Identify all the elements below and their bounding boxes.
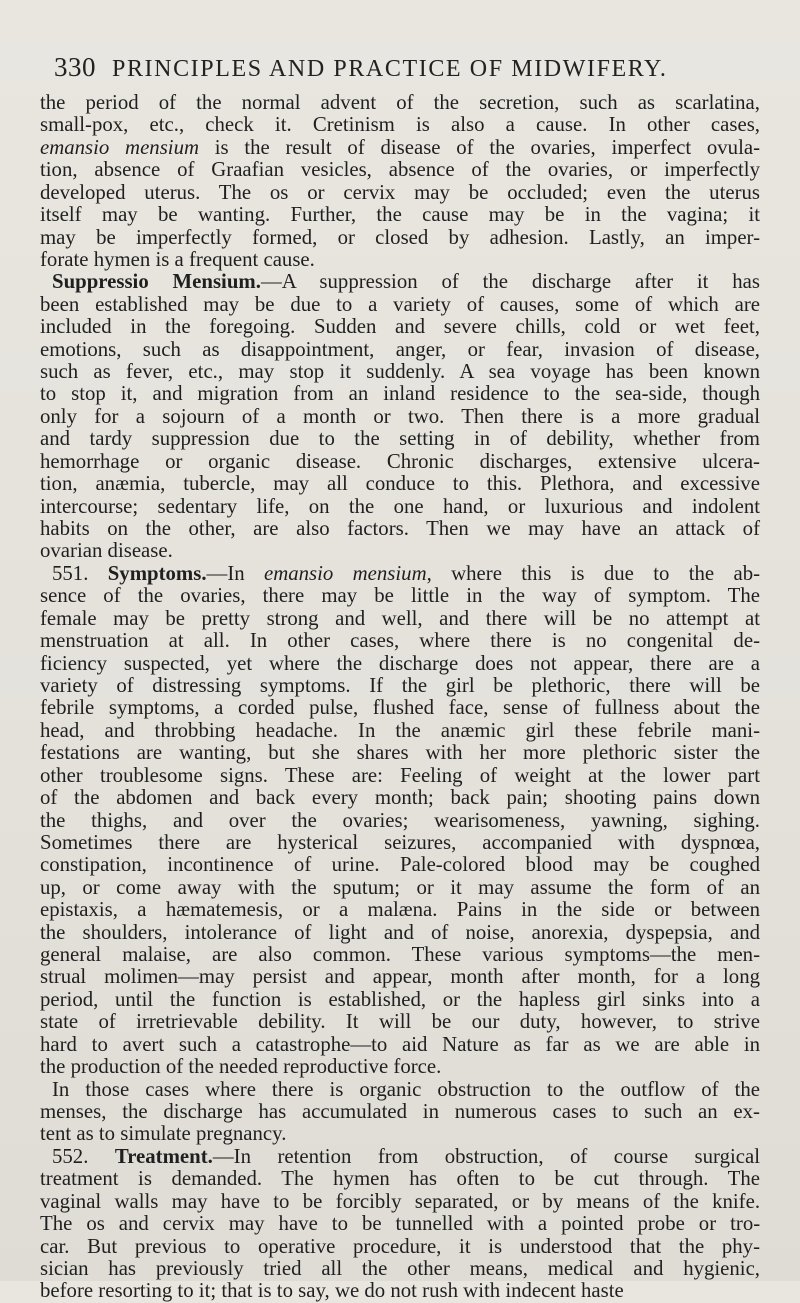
text-line	[40, 720, 760, 742]
text-line	[40, 294, 760, 316]
line-text: epistaxis, a hæmatemesis, or a malæna. Pains in the side or between	[40, 898, 760, 922]
text-line	[40, 1101, 760, 1123]
line-text: is the result of disease of the ovaries, imperfect ovula-	[199, 135, 760, 159]
section-number: 551.	[52, 561, 108, 585]
text-line	[40, 1034, 760, 1056]
running-title: PRINCIPLES AND PRACTICE OF MIDWIFERY.	[112, 56, 668, 82]
paragraph	[40, 1146, 760, 1303]
line-text: constipation, incontinence of urine. Pale-colored blood may be coughed	[40, 853, 760, 877]
text-line	[40, 653, 760, 675]
page-number: 330	[54, 52, 96, 82]
line-text: itself may be wanting. Further, the cause may be in the vagina; it	[40, 203, 760, 227]
section-heading: Suppressio Mensium.	[52, 270, 261, 294]
text-line	[40, 630, 760, 652]
text-line	[40, 899, 760, 921]
text-line	[40, 227, 760, 249]
text-line	[40, 361, 760, 383]
line-text: the thighs, and over the ovaries; wearisomeness, yawning, sighing.	[40, 808, 760, 832]
text-line	[40, 473, 760, 495]
italic-term: emansio mensium	[40, 135, 199, 159]
line-text: general malaise, are also common. These various symptoms—the men-	[40, 943, 760, 967]
section-number: 552.	[52, 1144, 115, 1168]
text-line	[40, 182, 760, 204]
line-text: In those cases where there is organic obstruction to the outflow of the	[52, 1077, 760, 1101]
text-line	[40, 966, 760, 988]
line-text: of the abdomen and back every month; back pain; shooting pains down	[40, 786, 760, 810]
line-text: to stop it, and migration from an inland residence to the sea-side, though	[40, 382, 760, 406]
line-text: small-pox, etc., check it. Cretinism is also a cause. In other cases,	[40, 113, 760, 137]
line-text: forate hymen is a frequent cause.	[40, 247, 315, 271]
text-line	[40, 1056, 760, 1078]
line-text: strual molimen—may persist and appear, month after month, for a long	[40, 965, 760, 989]
text-line	[40, 1079, 760, 1101]
line-text: the period of the normal advent of the secretion, such as scarlatina,	[40, 91, 760, 114]
line-text: hemorrhage or organic disease. Chronic discharges, extensive ulcera-	[40, 449, 760, 473]
line-text: intercourse; sedentary life, on the one hand, or luxurious and indolent	[40, 494, 760, 518]
text-line	[40, 854, 760, 876]
line-text: sence of the ovaries, there may be little in the way of symptom. The	[40, 584, 760, 608]
text-line	[40, 204, 760, 226]
section-heading: Symptoms.	[107, 561, 207, 585]
line-text: ficiency suspected, yet where the discharge does not appear, there are a	[40, 651, 760, 675]
text-line	[40, 989, 760, 1011]
line-text: ovarian disease.	[40, 539, 173, 563]
line-text: been established may be due to a variety of causes, some of which are	[40, 292, 760, 316]
paragraph	[40, 1079, 760, 1146]
text-line	[40, 1258, 760, 1280]
running-header	[54, 52, 760, 88]
line-text: habits on the other, are also factors. Then we may have an attack of	[40, 517, 760, 541]
text-line	[40, 1213, 760, 1235]
italic-term: emansio mensium	[264, 561, 427, 585]
text-line	[40, 675, 760, 697]
text-line	[40, 877, 760, 899]
text-line	[40, 832, 760, 854]
paragraph	[40, 563, 760, 1079]
text-line	[40, 563, 760, 585]
text-line	[40, 540, 760, 562]
line-text: treatment is demanded. The hymen has often to be cut through. The	[40, 1167, 760, 1191]
text-line	[40, 742, 760, 764]
text-line	[40, 316, 760, 338]
text-line	[40, 92, 760, 114]
line-text: hard to avert such a catastrophe—to aid Nature as far as we are able in	[40, 1032, 760, 1056]
line-text: female may be pretty strong and well, and there will be no attempt at	[40, 606, 760, 630]
text-line	[40, 1146, 760, 1168]
line-text: may be imperfectly formed, or closed by adhesion. Lastly, an imper-	[40, 225, 760, 249]
text-line	[40, 1236, 760, 1258]
line-text: head, and throbbing headache. In the anæmic girl these febrile mani-	[40, 718, 760, 742]
line-text: —In	[206, 561, 264, 585]
line-text: state of irretrievable debility. It will be our duty, however, to strive	[40, 1010, 760, 1034]
line-text: such as fever, etc., may stop it suddenly. A sea voyage has been known	[40, 360, 760, 384]
line-text: other troublesome signs. These are: Feeling of weight at the lower part	[40, 763, 760, 787]
text-line	[40, 697, 760, 719]
line-text: menstruation at all. In other cases, where there is no congenital de-	[40, 629, 760, 653]
line-text: before resorting to it; that is to say, we do not rush with indecent haste	[40, 1279, 624, 1303]
text-line	[40, 1011, 760, 1033]
line-text: —A suppression of the discharge after it has	[260, 270, 760, 294]
line-text: vaginal walls may have to be forcibly separated, or by means of the knife.	[40, 1189, 761, 1213]
line-text: tion, absence of Graafian vesicles, absence of the ovaries, or imperfectly	[40, 158, 760, 182]
text-line	[40, 137, 760, 159]
line-text: only for a sojourn of a month or two. Then there is a more gradual	[40, 404, 760, 428]
text-line	[40, 787, 760, 809]
text-line	[40, 518, 760, 540]
text-line	[40, 271, 760, 293]
text-line	[40, 159, 760, 181]
text-line	[40, 249, 760, 271]
line-text: the production of the needed reproductive force.	[40, 1055, 442, 1079]
line-text: , where this is due to the ab-	[426, 561, 761, 585]
line-text: developed uterus. The os or cervix may be occluded; even the uterus	[40, 180, 760, 204]
text-line	[40, 810, 760, 832]
text-line	[40, 944, 760, 966]
text-line	[40, 383, 760, 405]
text-line	[40, 608, 760, 630]
text-line	[40, 1168, 760, 1190]
text-line	[40, 496, 760, 518]
line-text: period, until the function is established, or the hapless girl sinks into a	[40, 987, 760, 1011]
line-text: the shoulders, intolerance of light and of noise, anorexia, dyspepsia, and	[40, 920, 760, 944]
line-text: car. But previous to operative procedure, it is understood that the phy-	[40, 1234, 760, 1258]
text-line	[40, 406, 760, 428]
line-text: tent as to simulate pregnancy.	[40, 1122, 287, 1146]
text-line	[40, 765, 760, 787]
text-line	[40, 428, 760, 450]
line-text: The os and cervix may have to be tunnelled with a pointed probe or tro-	[40, 1212, 761, 1236]
paragraph	[40, 92, 760, 271]
text-line	[40, 1123, 760, 1145]
line-text: emotions, such as disappointment, anger, or fear, invasion of disease,	[40, 337, 760, 361]
text-line	[40, 114, 760, 136]
line-text: festations are wanting, but she shares with her more plethoric sister the	[40, 741, 760, 765]
line-text: Sometimes there are hysterical seizures, accompanied with dyspnœa,	[40, 830, 760, 854]
line-text: febrile symptoms, a corded pulse, flushed face, sense of fullness about the	[40, 696, 760, 720]
text-line	[40, 339, 760, 361]
line-text: and tardy suppression due to the setting in of debility, whether from	[40, 427, 760, 451]
text-line	[40, 1280, 760, 1302]
text-line	[40, 922, 760, 944]
line-text: menses, the discharge has accumulated in numerous cases to such an ex-	[40, 1099, 760, 1123]
text-line	[40, 585, 760, 607]
text-line	[40, 451, 760, 473]
line-text: tion, anæmia, tubercle, may all conduce to this. Plethora, and excessive	[40, 472, 760, 496]
line-text: included in the foregoing. Sudden and severe chills, cold or wet feet,	[40, 315, 760, 339]
line-text: up, or come away with the sputum; or it may assume the form of an	[40, 875, 760, 899]
line-text: sician has previously tried all the other means, medical and hygienic,	[40, 1256, 760, 1280]
paragraph	[40, 271, 760, 562]
body-text	[40, 92, 760, 1303]
text-line	[40, 1191, 760, 1213]
line-text: —In retention from obstruction, of course surgical	[212, 1144, 760, 1168]
line-text: variety of distressing symptoms. If the girl be plethoric, there will be	[40, 673, 760, 697]
section-heading: Treatment.	[114, 1144, 213, 1168]
